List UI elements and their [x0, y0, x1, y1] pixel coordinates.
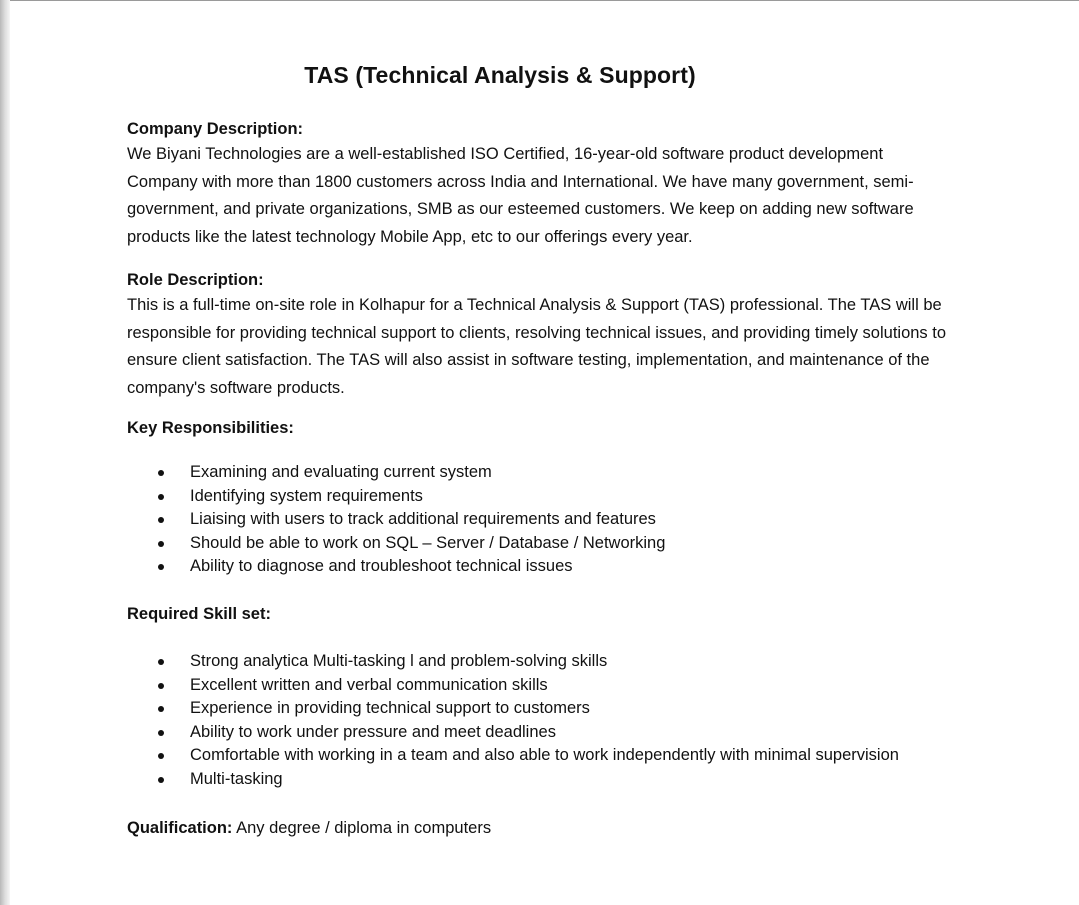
bullet-icon: [158, 659, 164, 665]
required-skills-heading: Required Skill set:: [127, 604, 271, 623]
list-item: [127, 461, 957, 485]
key-responsibilities-list: [127, 461, 957, 579]
list-item: [127, 508, 957, 532]
list-item-text: Excellent written and verbal communication skills: [190, 675, 548, 694]
list-item-text: Ability to work under pressure and meet deadlines: [190, 722, 556, 741]
qualification-label: Qualification:: [127, 818, 233, 837]
bullet-icon: [158, 706, 164, 712]
list-item: [127, 744, 957, 768]
bullet-icon: [158, 730, 164, 736]
list-item-text: Comfortable with working in a team and also able to work independently with minimal supervision: [190, 746, 899, 765]
list-item-text: Strong analytica Multi-tasking l and problem-solving skills: [190, 651, 608, 670]
list-item: [127, 768, 957, 792]
bullet-icon: [158, 494, 164, 500]
bullet-icon: [158, 564, 164, 570]
list-item-text: Multi-tasking: [190, 769, 283, 788]
bullet-icon: [158, 683, 164, 689]
bullet-icon: [158, 517, 164, 523]
bullet-icon: [158, 753, 164, 759]
list-item-text: Identifying system requirements: [190, 486, 423, 505]
key-responsibilities-section: [127, 416, 957, 579]
list-item: [127, 721, 957, 745]
list-item-text: Should be able to work on SQL – Server / Database / Networking: [190, 533, 666, 552]
list-item: [127, 650, 957, 674]
required-skills-section: [127, 602, 957, 792]
list-item: [127, 674, 957, 698]
company-description-text: We Biyani Technologies are a well-established ISO Certified, 16-year-old software product development Company with more than 1800 customers across India and International. We have many government, semi-government, and private organizations, SMB as our esteemed customers. We keep on adding new software products like the latest technology Mobile App, etc to our offerings every year.: [127, 145, 914, 246]
company-description-section: [127, 117, 957, 251]
company-description-heading: Company Description:: [127, 120, 304, 138]
list-item-text: Examining and evaluating current system: [190, 463, 492, 481]
list-item: [127, 532, 957, 556]
key-responsibilities-heading: Key Responsibilities:: [127, 419, 294, 437]
bullet-icon: [158, 541, 164, 547]
page-top-edge: [0, 0, 1079, 1]
bullet-icon: [158, 777, 164, 783]
list-item-text: Ability to diagnose and troubleshoot technical issues: [190, 557, 573, 576]
list-item-text: Liaising with users to track additional requirements and features: [190, 510, 656, 529]
qualification-line: [127, 816, 957, 840]
list-item: [127, 555, 957, 579]
role-description-text: This is a full-time on-site role in Kolhapur for a Technical Analysis & Support (TAS) professional. The TAS will be responsible for providing technical support to clients, resolving technical issues, and providing timely solutions to ensure client satisfaction. The TAS will also assist in software testing, implementation, and maintenance of the company's software products.: [127, 296, 947, 397]
list-item-text: Experience in providing technical support to customers: [190, 699, 590, 718]
document-page: [127, 58, 957, 856]
required-skills-list: [127, 650, 957, 792]
role-description-section: [127, 268, 957, 402]
list-item: [127, 697, 957, 721]
bullet-icon: [158, 470, 164, 476]
page-left-edge-shadow: [0, 0, 10, 905]
qualification-value: Any degree / diploma in computers: [236, 818, 492, 837]
document-title: TAS (Technical Analysis & Support): [304, 62, 696, 88]
list-item: [127, 485, 957, 509]
role-description-heading: Role Description:: [127, 271, 264, 289]
